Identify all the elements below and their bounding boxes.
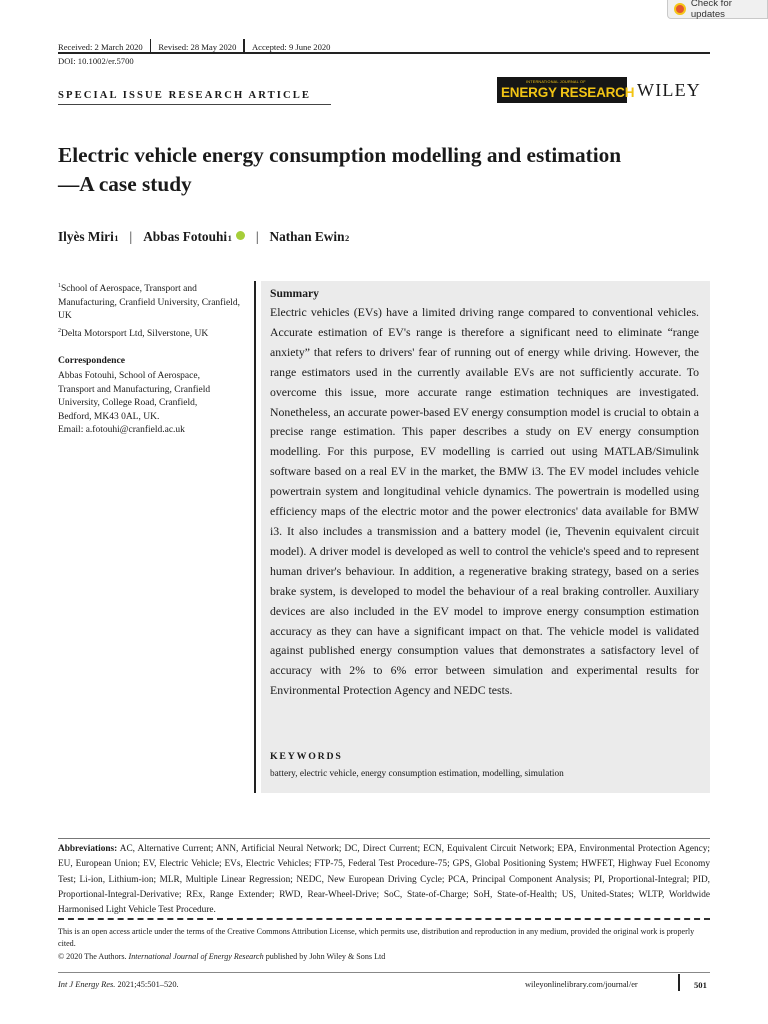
article-title: Electric vehicle energy consumption modelling and estimation—A case study bbox=[58, 143, 622, 196]
journal-url[interactable]: wileyonlinelibrary.com/journal/er bbox=[525, 980, 638, 989]
header-rule bbox=[58, 52, 710, 54]
author-list bbox=[58, 229, 349, 245]
affiliation bbox=[58, 280, 243, 324]
affiliation-text: School of Aerospace, Transport and Manufacturing, Cranfield University, Cranfield, UK bbox=[58, 284, 240, 321]
affiliation-text: Delta Motorsport Ltd, Silverstone, UK bbox=[61, 329, 209, 339]
orcid-icon[interactable] bbox=[236, 231, 245, 240]
author-name[interactable]: Ilyès Miri bbox=[58, 229, 114, 244]
author-separator: | bbox=[129, 229, 133, 244]
affiliation-mark: 2 bbox=[58, 328, 61, 334]
accepted-date: Accepted: 9 June 2020 bbox=[251, 41, 331, 52]
check-for-updates-label: Check for updates bbox=[690, 0, 732, 20]
correspondence-heading: Correspondence bbox=[58, 355, 125, 366]
copyright-suffix: published by John Wiley & Sons Ltd bbox=[263, 951, 386, 961]
revised-date: Revised: 28 May 2020 bbox=[158, 41, 237, 52]
abbreviations-rule bbox=[58, 838, 710, 839]
abbreviations-label: Abbreviations: bbox=[58, 844, 118, 854]
footer-divider bbox=[678, 974, 680, 991]
summary-left-rule bbox=[254, 281, 256, 793]
copyright-line bbox=[58, 951, 710, 963]
keywords-text: battery, electric vehicle, energy consumption estimation, modelling, simulation bbox=[270, 769, 564, 779]
copyright-prefix: © 2020 The Authors. bbox=[58, 951, 129, 961]
doi[interactable]: DOI: 10.1002/er.5700 bbox=[58, 56, 134, 66]
keywords-heading: KEYWORDS bbox=[270, 751, 343, 762]
article-type-rule bbox=[58, 104, 331, 105]
author-separator: | bbox=[255, 229, 259, 244]
summary-text: Electric vehicles (EVs) have a limited driving range compared to conventional vehicles. Accurate estimation of EV's range is therefore a significant need to eliminate “range anxiety” that refers to drivers' fear of running out of energy while driving. However, the range estimators used in the currently available EVs are not sufficiently accurate. To overcome this issue, more accurate range estimation techniques are investigated. Nonetheless, an accurate power-based EV energy consumption model is crucial to obtain a precise range estimation. This paper describes a study on EV energy consumption modelling. For this purpose, EV modelling is carried out using MATLAB/Simulink software based on a real EV in the market, the BMW i3. The EV model includes vehicle powertrain system and longitudinal vehicle dynamics. The powertrain is modelled using efficiency maps of the electric motor and the power electronics' data available for BMW i3. It also includes a transmission and a battery model (ie, Thevenin equivalent circuit model). A driver model is developed as well to control the vehicle's speed and to represent human driver's behaviour. In addition, a regenerative braking strategy, based on a series brake system, is developed to model the behaviour of a real braking controller. Auxiliary devices are also included in the EV model to improve energy consumption estimation accuracy as they can have a significant impact on that. The vehicle model is validated against published energy consumption values that demonstrates a satisfactory level of accuracy with 2% to 6% error between simulation and experimental results for Environmental Protection Agency and NEDC tests. bbox=[270, 305, 699, 698]
citation-details: 2021;45:501–520. bbox=[115, 980, 179, 989]
journal-abbreviation: Int J Energy Res. bbox=[58, 980, 116, 989]
abbreviations bbox=[58, 842, 710, 918]
abbreviations-text: AC, Alternative Current; ANN, Artificial Neural Network; DC, Direct Current; ECN, Equivalent Circuit Network; EPA, Environmental Protection Agency; EU, European Union; EV, Electric Vehicle; EVs, Electric Vehicles; FTP-75, Federal Test Procedure-75; GPS, Global Positioning System; HWFET, Highway Fuel Economy Test; Li-ion, Lithium-ion; MLR, Multiple Linear Regression; NEDC, New European Driving Cycle; PCA, Principal Component Analysis; PI, Proportional-Integral; PID, Proportional-Integral-Derivative; REx, Range Extender; RWD, Rear-Wheel-Drive; SoC, State-of-Charge; SoH, State-of-Health; US, United-States; WLTP, Worldwide Harmonised Light Vehicle Test Procedure. bbox=[58, 844, 710, 916]
check-for-updates-button[interactable] bbox=[667, 0, 768, 19]
license-text: This is an open access article under the terms of the Creative Commons Attribution License, which permits use, distribution and reproduction in any medium, provided the original work is properly cited. bbox=[58, 927, 695, 949]
footer-rule bbox=[58, 972, 710, 973]
page-number: 501 bbox=[694, 980, 707, 990]
summary-heading: Summary bbox=[270, 287, 319, 300]
author-name[interactable]: Nathan Ewin bbox=[269, 229, 345, 244]
license-rule bbox=[58, 918, 710, 920]
author-affiliation-mark: 2 bbox=[345, 233, 350, 243]
license-block bbox=[58, 926, 710, 963]
article-type-label: SPECIAL ISSUE RESEARCH ARTICLE bbox=[58, 90, 312, 101]
journal-name: International Journal of Energy Research bbox=[128, 951, 264, 961]
journal-logo-small: INTERNATIONAL JOURNAL OF bbox=[526, 80, 586, 84]
journal-logo-name: ENERGY RESEARCH bbox=[501, 85, 635, 100]
crossmark-icon bbox=[674, 3, 686, 15]
affiliation-mark: 1 bbox=[58, 283, 61, 289]
author-name[interactable]: Abbas Fotouhi bbox=[143, 229, 228, 244]
publisher-logo: WILEY bbox=[637, 80, 701, 100]
correspondence-text: Abbas Fotouhi, School of Aerospace, Transport and Manufacturing, Cranfield University, College Road, Cranfield, Bedford, MK43 0AL, UK. Email: a.fotouhi@cranfield.ac.uk bbox=[58, 371, 211, 435]
affiliation bbox=[58, 325, 243, 342]
footer-citation bbox=[58, 980, 179, 989]
received-date: Received: 2 March 2020 bbox=[58, 41, 143, 52]
author-affiliation-mark: 1 bbox=[114, 233, 119, 243]
journal-logo bbox=[497, 77, 635, 103]
author-affiliation-mark: 1 bbox=[227, 233, 232, 243]
